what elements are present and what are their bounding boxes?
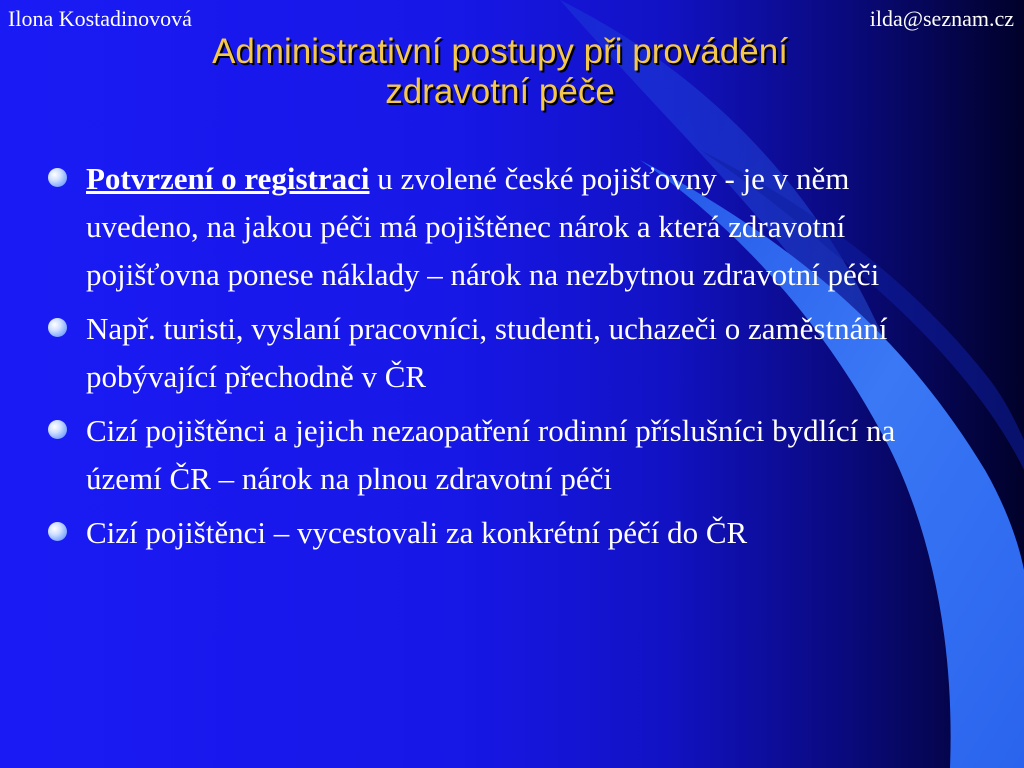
- bullet-item: [48, 155, 968, 299]
- bullet-item: [48, 305, 968, 401]
- bullet-dot-icon: [48, 318, 67, 337]
- bullet-emphasis: Potvrzení o registraci: [86, 161, 370, 196]
- bullet-item: [48, 509, 968, 557]
- bullet-dot-icon: [48, 420, 67, 439]
- bullet-dot-icon: [48, 522, 67, 541]
- bullet-dot-icon: [48, 168, 67, 187]
- slide-title-line-1: Administrativní postupy při provádění: [212, 32, 788, 71]
- slide-title: [60, 32, 940, 112]
- bullet-text: Např. turisti, vyslaní pracovníci, studenti, uchazeči o zaměstnání pobývající přechodně v ČR: [86, 311, 888, 394]
- bullet-text: Cizí pojištěnci – vycestovali za konkrétní péčí do ČR: [86, 515, 748, 550]
- author-email: ilda@seznam.cz: [869, 6, 1014, 31]
- bullet-text: Cizí pojištěnci a jejich nezaopatření rodinní příslušníci bydlící na území ČR – nárok na plnou zdravotní péči: [86, 413, 896, 496]
- slide-title-line-2: zdravotní péče: [385, 72, 615, 111]
- author-name: Ilona Kostadinovová: [8, 6, 192, 31]
- bullet-item: [48, 407, 968, 503]
- bullet-list: [48, 155, 968, 563]
- bullet-text: u zvolené české pojišťovny - je v něm uvedeno, na jakou péči má pojištěnec nárok a která zdravotní pojišťovna ponese náklady – nárok na nezbytnou zdravotní péči: [86, 161, 880, 292]
